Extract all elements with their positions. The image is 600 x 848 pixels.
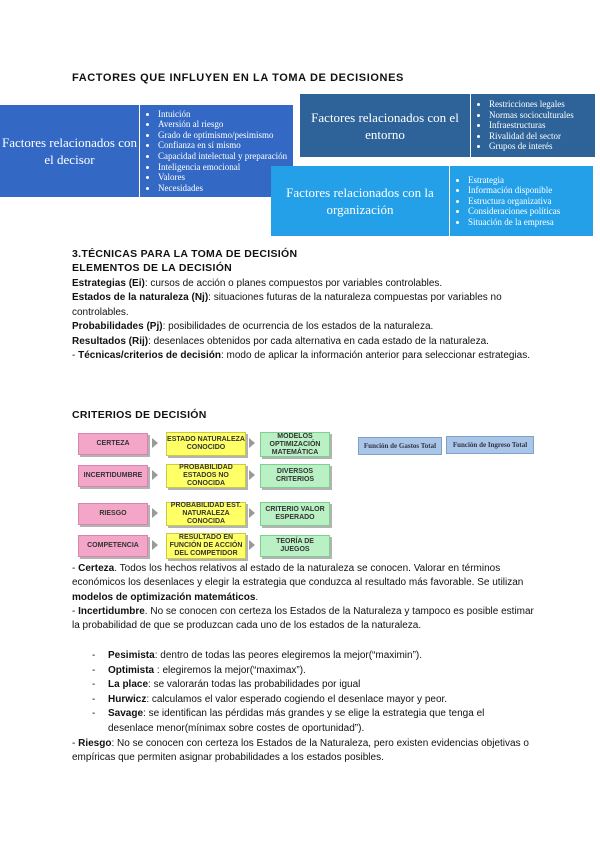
element-tecnicas: - Técnicas/criterios de decisión: modo de aplicar la información anterior para seleccionar estrategias. [72,350,531,362]
arrow-icon [152,508,158,518]
factor-box-entorno [300,94,595,157]
crit-competencia-metodo: TEORÍA DE JUEGOS [260,535,330,557]
list-item: • Estrategia [468,175,560,186]
list-item: • Rivalidad del sector [489,131,574,142]
arrow-icon [152,540,158,550]
factor-label-decisor: Factores relacionados con el decisor [1,135,137,167]
list-item: • Infraestructuras [489,120,574,131]
list-item: - Pesimista: dentro de todas las peores elegiremos la mejor(“maximin”). [92,649,532,664]
factor-label-organizacion: Factores relacionados con la organización [286,185,434,217]
arrow-icon [249,540,255,550]
crit-riesgo-metodo: CRITERIO VALOR ESPERADO [260,502,330,526]
factor-box-organizacion [271,166,593,236]
list-item: • Estructura organizativa [468,196,560,207]
factor-label-entorno: Factores relacionados con el entorno [311,109,459,142]
list-item: • Aversión al riesgo [158,119,287,130]
element-estados: Estados de la naturaleza (Nj): situaciones futuras de la naturaleza compuestas por variables no controlables. [72,292,502,318]
riesgo-paragraph: - Riesgo: No se conocen con certeza los Estados de la Naturaleza, pero existen evidencias objetivas o empíricas que permiten asignar probabilidades a los estados posibles. [72,738,529,764]
list-item: • Información disponible [468,185,560,196]
list-item: • Consideraciones políticas [468,206,560,217]
list-item: • Intuición [158,109,287,120]
list-item: • Restricciones legales [489,99,574,110]
list-item: • Valores [158,172,287,183]
list-item: - Hurwicz: calculamos el valor esperado cogiendo el desenlace mayor y peor. [92,693,532,708]
crit-certeza: CERTEZA [78,433,148,455]
factor-list-entorno [470,94,595,157]
list-item: • Inteligencia emocional [158,162,287,173]
arrow-icon [249,438,255,448]
gastos-box: Función de Gastos Total [358,437,442,455]
arrow-icon [152,470,158,480]
arrow-icon [152,438,158,448]
list-item: • Confianza en sí mismo [158,140,287,151]
crit-riesgo-estado: PROBABILIDAD EST. NATURALEZA CONOCIDA [166,502,246,526]
element-resultados: Resultados (Rij): desenlaces obtenidos por cada alternativa en cada estado de la naturaleza. [72,335,489,347]
list-item: - Savage: se identifican las pérdidas más grandes y se elige la estrategia que tenga el desenlace menor(mínimax sobre costes de oportunidad”). [92,707,532,736]
list-item: • Capacidad intelectual y preparación [158,151,287,162]
factor-list-decisor [139,105,293,197]
criterios-list [92,649,532,737]
crit-certeza-estado: ESTADO NATURALEZA CONOCIDO [166,432,246,456]
element-estrategias: Estrategias (Ei): cursos de acción o planes compuestos por variables controlables. [72,278,443,289]
list-item: • Necesidades [158,183,287,194]
crit-incertidumbre-estado: PROBABILIDAD ESTADOS NO CONOCIDA [166,464,246,488]
certeza-paragraph: - Certeza. Todos los hechos relativos al estado de la naturaleza se conocen. Valorar en términos económicos los desenlaces y elegir la estrategia que conduzca al resultado más favorable. Se utilizan modelos de optimización matemáticos. [72,563,524,603]
crit-competencia-estado: RESULTADO EN FUNCIÓN DE ACCIÓN DEL COMPETIDOR [166,533,246,559]
section-subtitle: ELEMENTOS DE LA DECISIÓN [72,262,233,274]
crit-incertidumbre: INCERTIDUMBRE [78,465,148,487]
crit-riesgo: RIESGO [78,503,148,525]
ingreso-box: Función de Ingreso Total [446,436,534,454]
section-title: 3.TÉCNICAS PARA LA TOMA DE DECISIÓN [72,248,298,260]
crit-competencia: COMPETENCIA [78,535,148,557]
crit-certeza-metodo: MODELOS OPTIMIZACIÓN MATEMÁTICA [260,432,330,457]
factor-list-organizacion [449,166,593,236]
arrow-icon [249,470,255,480]
crit-incertidumbre-metodo: DIVERSOS CRITERIOS [260,464,330,488]
criterios-title: CRITERIOS DE DECISIÓN [72,409,207,421]
arrow-icon [249,508,255,518]
incertidumbre-paragraph: - Incertidumbre. No se conocen con certeza los Estados de la Naturaleza y tampoco es posible estimar la probabilidad de que se produzcan cada uno de los estados de la naturaleza. [72,606,534,632]
elements-text [72,277,542,363]
factor-box-decisor [0,105,293,197]
list-item: - La place: se valorarán todas las probabilidades por igual [92,678,532,693]
list-item: • Situación de la empresa [468,217,560,228]
list-item: • Normas socioculturales [489,110,574,121]
list-item: • Grado de optimismo/pesimismo [158,130,287,141]
list-item: - Optimista : elegiremos la mejor(“maximax”). [92,664,532,679]
list-item: • Grupos de interés [489,141,574,152]
element-probabilidades: Probabilidades (Pj): posibilidades de ocurrencia de los estados de la naturaleza. [72,321,434,333]
page-title: FACTORES QUE INFLUYEN EN LA TOMA DE DECISIONES [72,72,404,84]
